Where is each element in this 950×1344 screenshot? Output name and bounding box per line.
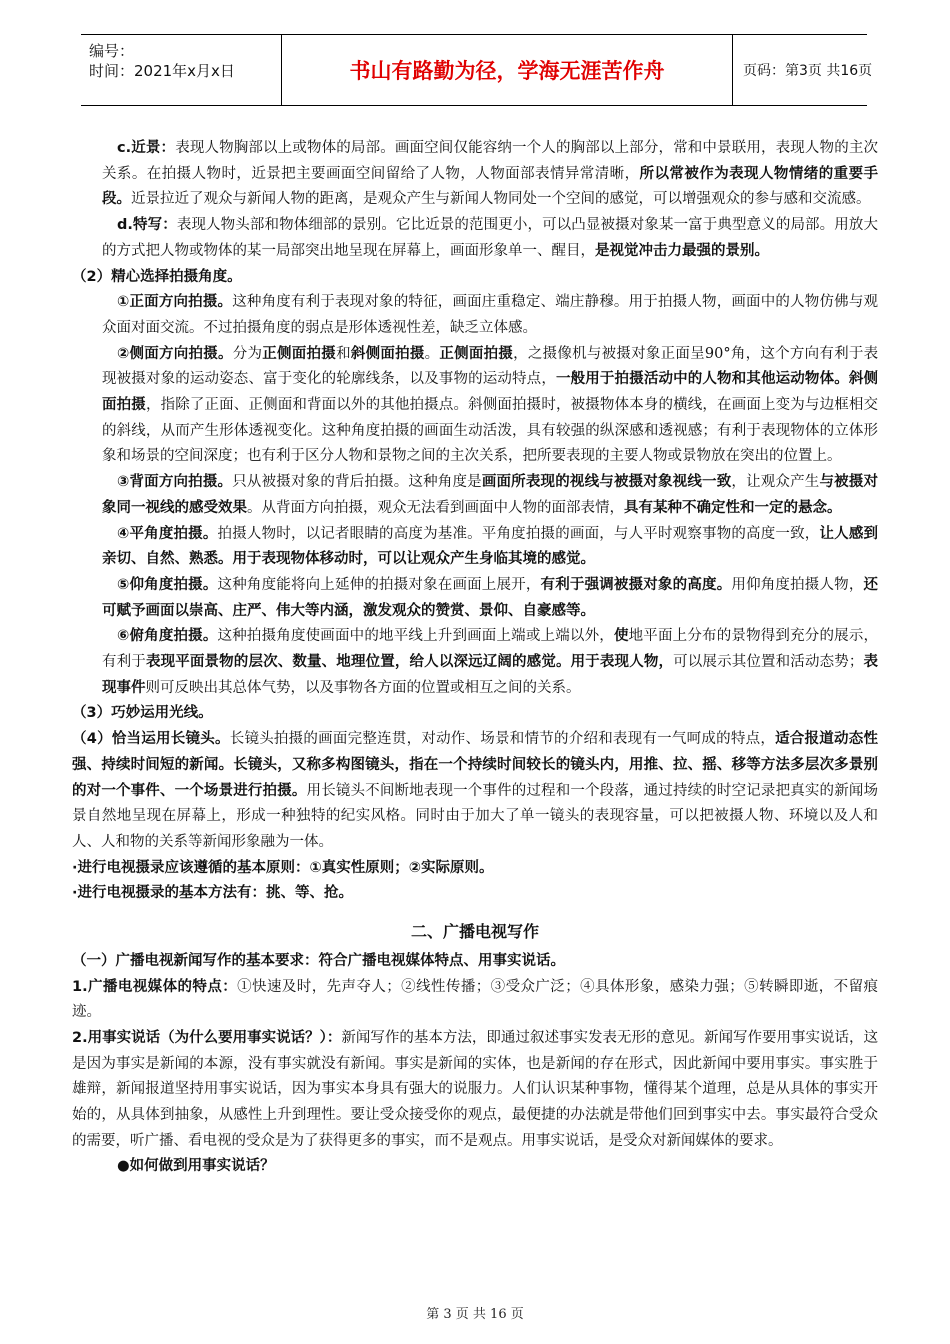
text-span: 。 xyxy=(424,345,440,362)
paragraph-feature xyxy=(72,213,878,264)
bold-span: 表现事件 xyxy=(102,654,879,696)
section-heading-angle xyxy=(72,265,878,291)
doc-id-label: 编号： xyxy=(89,42,135,60)
paragraph-back-angle xyxy=(72,470,878,521)
bold-span: 所以常被作为表现人物情绪的重要手段。 xyxy=(102,165,879,208)
text-span: 这种拍摄角度使画面中的地平线上升到画面上端或上端以外， xyxy=(217,628,614,645)
bold-span: 让人感到亲切、自然、熟悉。用于表现物体移动时，可以让观众产生身临其境的感觉。 xyxy=(102,525,879,568)
paragraph-level-angle xyxy=(72,522,878,573)
header-motto: 书山有路勤为径，学海无涯苦作舟 xyxy=(281,35,733,105)
bold-span: 与被摄对象同一视线的感受效果 xyxy=(102,474,879,516)
section-heading-light xyxy=(72,701,878,727)
bullet-methods xyxy=(72,881,878,907)
text-span: 。从背面方向拍摄，观众无法看到画面中人物的面部表情， xyxy=(247,499,624,516)
paragraph-long-take xyxy=(72,727,878,856)
page-header xyxy=(81,34,873,106)
text-span: 这种角度能将向上延伸的拍摄对象在画面上展开， xyxy=(217,576,541,593)
bold-span: （3）巧妙运用光线。 xyxy=(72,705,213,722)
bullet-principles xyxy=(72,856,878,882)
bold-span: 1.广播电视媒体的特点： xyxy=(72,978,238,995)
text-span: 长镜头拍摄的画面完整连贯，对动作、场景和情节的介绍和表现有一气呵成的特点， xyxy=(229,731,776,748)
header-page-info: 页码：第3页 共16页 xyxy=(743,63,873,79)
text-span: 和 xyxy=(336,345,351,362)
bold-span: （2）精心选择拍摄角度。 xyxy=(72,268,242,285)
text-span: 表现人物头部和物体细部的景别。它比近景的范围更小，可以凸显被摄对象某一富于典型意义的局部。用放大的方式把人物或物体的某一局部突出地呈现在屏幕上，画面形象单一、醒目， xyxy=(102,217,878,259)
paragraph-closeup xyxy=(72,136,878,213)
bold-span: 表现平面景物的层次、数量、地理位置，给人以深远辽阔的感觉。用于表现人物， xyxy=(145,654,674,671)
text-span: 新闻写作的基本方法，即通过叙述事实发表无形的意见。新闻写作要用事实说话，这是因为事实是新闻的本源，没有事实就没有新闻。事实是新闻的实体，也是新闻的存在形式，因此新闻中要用事实。事实胜于雄辩，新闻报道坚持用事实说话，因为事实本身具有强大的说服力。人们认识某种事物，懂得某个道理，总是从具体的事实开始的，从具体到抽象，从感性上升到理性。要让受众接受你的观点，最便捷的办法就是带他们回到事实中去。事实最符合受众的需要，听广播、看电视的受众是为了获得更多的事实，而不是观点。用事实说话，是受众对新闻媒体的要求。 xyxy=(72,1029,878,1149)
paragraph-media-traits xyxy=(72,975,878,1026)
text-span: 用长镜头不间断地表现一个事件的过程和一个段落，通过持续的时空记录把真实的新闻场景自然地呈现在屏幕上，形成一种独特的纪实风格。同时由于加大了单一镜头的表现容量，可以把被摄人物、环境以及人和人、人和物的关系等新闻形象融为一体。 xyxy=(72,782,879,850)
text-span: ，让观众产生 xyxy=(731,474,820,491)
paragraph-high-angle xyxy=(72,624,878,701)
paragraph-low-angle xyxy=(72,573,878,624)
bold-span: 有利于强调被摄对象的高度。 xyxy=(540,576,732,593)
paragraph-side-angle xyxy=(72,342,878,471)
bold-span: 使 xyxy=(613,628,629,645)
bold-span: ②侧面方向拍摄。 xyxy=(117,345,233,362)
bold-span: ④平角度拍摄。 xyxy=(117,525,218,542)
document-body xyxy=(72,136,878,1180)
bold-span: 斜侧面拍摄 xyxy=(350,345,425,362)
bold-span: ⑤仰角度拍摄。 xyxy=(117,576,218,593)
bold-span: ①正面方向拍摄。 xyxy=(117,294,233,311)
text-span: 用仰角度拍摄人物， xyxy=(731,576,864,593)
doc-time-label: 时间：2021年x月x日 xyxy=(89,62,235,80)
bold-span: 画面所表现的视线与被摄对象视线一致 xyxy=(481,474,732,491)
bold-span: 正侧面拍摄 xyxy=(439,345,514,362)
text-span: 这种角度有利于表现对象的特征，画面庄重稳定、端庄静穆。用于拍摄人物，画面中的人物仿佛与观众面对面交流。不过拍摄角度的弱点是形体透视性差，缺乏立体感。 xyxy=(102,294,879,336)
bold-span: （一）广播电视新闻写作的基本要求：符合广播电视媒体特点、用事实说话。 xyxy=(72,952,565,969)
bold-span: 具有某种不确定性和一定的悬念。 xyxy=(624,499,842,516)
bold-span: ●如何做到用事实说话？ xyxy=(117,1158,275,1175)
term-feature: d.特写： xyxy=(117,217,177,234)
paragraph-front-angle xyxy=(72,290,878,341)
text-span: 拍摄人物时，以记者眼睛的高度为基准。平角度拍摄的画面，与人平时观察事物的高度一致， xyxy=(217,525,820,542)
text-span: 地平面上分布的景物得到充分的展示，有利于 xyxy=(102,628,879,671)
text-span: 可以展示其位置和活动态势； xyxy=(673,654,864,671)
bold-span: （4）恰当运用长镜头。 xyxy=(72,731,230,748)
paragraph-facts xyxy=(72,1026,878,1155)
text-span: ，指除了正面、正侧面和背面以外的其他拍摄点。斜侧面拍摄时，被摄物体本身的横线，在画面上变为与边框相交的斜线，从而产生形体透视变化。这种角度拍摄的画面生动活泼，具有较强的纵深感和透视感；有利于表现物体的立体形象和场景的空间深度；也有利于区分人物和景物之间的主次关系，把所要表现的主要人物或景物放在突出的位置上。 xyxy=(102,397,879,465)
page-footer: 第 3 页 共 16 页 xyxy=(426,1307,524,1322)
bold-span: 适合报道动态性强、持续时间短的新闻。长镜头，又称多构图镜头，指在一个持续时间较长的镜头内，用推、拉、摇、移等方法多层次多景别的对一个事件、一个场景进行拍摄。 xyxy=(72,731,878,799)
text-span: ，之摄像机与被摄对象正面呈90°角，这个方向有利于表现被摄对象的运动姿态、富于变化的轮廓线条，以及事物的运动特点， xyxy=(102,345,879,388)
bold-span: ③背面方向拍摄。 xyxy=(117,474,233,491)
text-span: 只从被摄对象的背后拍摄。这种角度是 xyxy=(232,474,482,491)
text-span: 近景拉近了观众与新闻人物的距离，是观众产生与新闻人物同处一个空间的感觉，可以增强观众的参与感和交流感。 xyxy=(131,191,871,208)
bold-span: ·进行电视摄录应该遵循的基本原则：①真实性原则；②实际原则。 xyxy=(72,859,494,876)
bold-span: ⑥俯角度拍摄。 xyxy=(117,628,218,645)
text-span: ①快速及时，先声夺人；②线性传播；③受众广泛；④具体形象，感染力强；⑤转瞬即逝，不留痕迹。 xyxy=(72,978,878,1021)
bold-span: 一般用于拍摄活动中的人物和其他运动物体。斜侧面拍摄 xyxy=(102,371,878,414)
text-span: 分为 xyxy=(232,345,263,362)
bold-span: 正侧面拍摄 xyxy=(262,345,337,362)
bold-span: ·进行电视摄录的基本方法有：挑、等、抢。 xyxy=(72,885,354,902)
text-span: 表现人物胸部以上或物体的局部。画面空间仅能容纳一个人的胸部以上部分，常和中景联用，表现人物的主次关系。在拍摄人物时，近景把主要画面空间留给了人物，人物面部表情异常清晰， xyxy=(102,140,878,182)
section-heading-requirements xyxy=(72,949,878,975)
header-meta xyxy=(81,35,281,105)
bold-span: 还可赋予画面以崇高、庄严、伟大等内涵，激发观众的赞赏、景仰、自豪感等。 xyxy=(102,576,879,619)
bold-span: 2.用事实说话（为什么要用事实说话？）： xyxy=(72,1029,342,1046)
chapter-heading: 二、广播电视写作 xyxy=(410,922,539,942)
bold-span: 是视觉冲击力最强的景别。 xyxy=(595,242,769,259)
text-span: 则可反映出其总体气势，以及事物各方面的位置或相互之间的关系。 xyxy=(145,679,581,696)
term-closeup: c.近景： xyxy=(117,140,176,156)
bullet-how-facts xyxy=(72,1154,878,1180)
